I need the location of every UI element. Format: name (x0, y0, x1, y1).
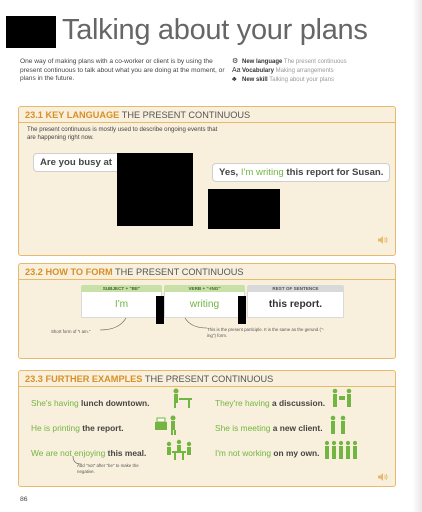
page-number: 86 (20, 496, 28, 503)
verb-column: VERB + "-ING" writing (164, 285, 245, 318)
subject-column: SUBJECT + "BE" I'm (81, 285, 162, 318)
skill-new-skill: ♣ New skill Talking about your plans (232, 75, 334, 83)
printer-person-icon (155, 414, 179, 436)
audio-icon[interactable] (378, 236, 388, 244)
annotation-arrow (99, 316, 129, 332)
intro-text: One way of making plans with a co-worker or client is by using the present continuous to talk about what you are doing at the moment, or plans in the future. (20, 58, 225, 83)
example-sentence: They're having a discussion. (215, 398, 326, 408)
section-heading: 23.3 FURTHER EXAMPLES THE PRESENT CONTINUOUS (25, 374, 274, 384)
annotation-arrow (179, 316, 209, 332)
redacted-block (6, 16, 56, 48)
section-how-to-form (18, 263, 396, 359)
example-sentence: He is printing the report. (31, 423, 124, 433)
redacted-block (208, 189, 280, 229)
section-key-language (18, 106, 396, 256)
team-icon (323, 439, 359, 461)
person-eating-icon (171, 387, 193, 409)
section-further-examples (18, 370, 396, 487)
example-sentence: She's having lunch downtown. (31, 398, 150, 408)
note-short-form: Short form of "I am." (51, 329, 91, 334)
group-meal-icon (165, 439, 193, 461)
example-sentence: She is meeting a new client. (215, 423, 323, 433)
answer-bubble: Yes, I'm writing this report for Susan. (212, 163, 390, 182)
discussion-icon (331, 387, 353, 409)
meeting-icon (329, 414, 347, 436)
page-edge-shadow (412, 0, 422, 512)
skill-icon: ♣ (232, 75, 237, 83)
example-sentence: I'm not working on my own. (215, 448, 320, 458)
note-participle: This is the present participle. It is the same as the gerund ("-ing") form. (207, 327, 324, 338)
audio-icon[interactable] (378, 473, 388, 481)
redacted-block (117, 153, 193, 226)
skills-list (232, 58, 412, 84)
vocabulary-icon: Aa (232, 66, 241, 74)
page-title: Talking about your plans (62, 14, 368, 46)
gears-icon: ⚙ (232, 58, 239, 65)
skill-new-language: ⚙ New language The present continuous (232, 58, 347, 65)
skill-vocabulary: AaVocabulary Making arrangements (232, 66, 334, 74)
section-heading: 23.1 KEY LANGUAGE THE PRESENT CONTINUOUS (25, 110, 251, 120)
section-description: The present continuous is mostly used to describe ongoing events that are happening right now. (27, 126, 218, 141)
question-bubble: Are you busy at (33, 153, 168, 172)
example-sentence: We are not enjoying this meal. (31, 448, 147, 458)
redacted-block (156, 296, 164, 324)
redacted-block (238, 296, 246, 324)
formation-table (81, 285, 344, 318)
section-heading: 23.2 HOW TO FORM THE PRESENT CONTINUOUS (25, 267, 244, 277)
note-negative: Add "not" after "be" to make the negative. (77, 463, 139, 474)
rest-column: REST OF SENTENCE this report. (247, 285, 344, 318)
annotation-arrow (71, 455, 83, 465)
